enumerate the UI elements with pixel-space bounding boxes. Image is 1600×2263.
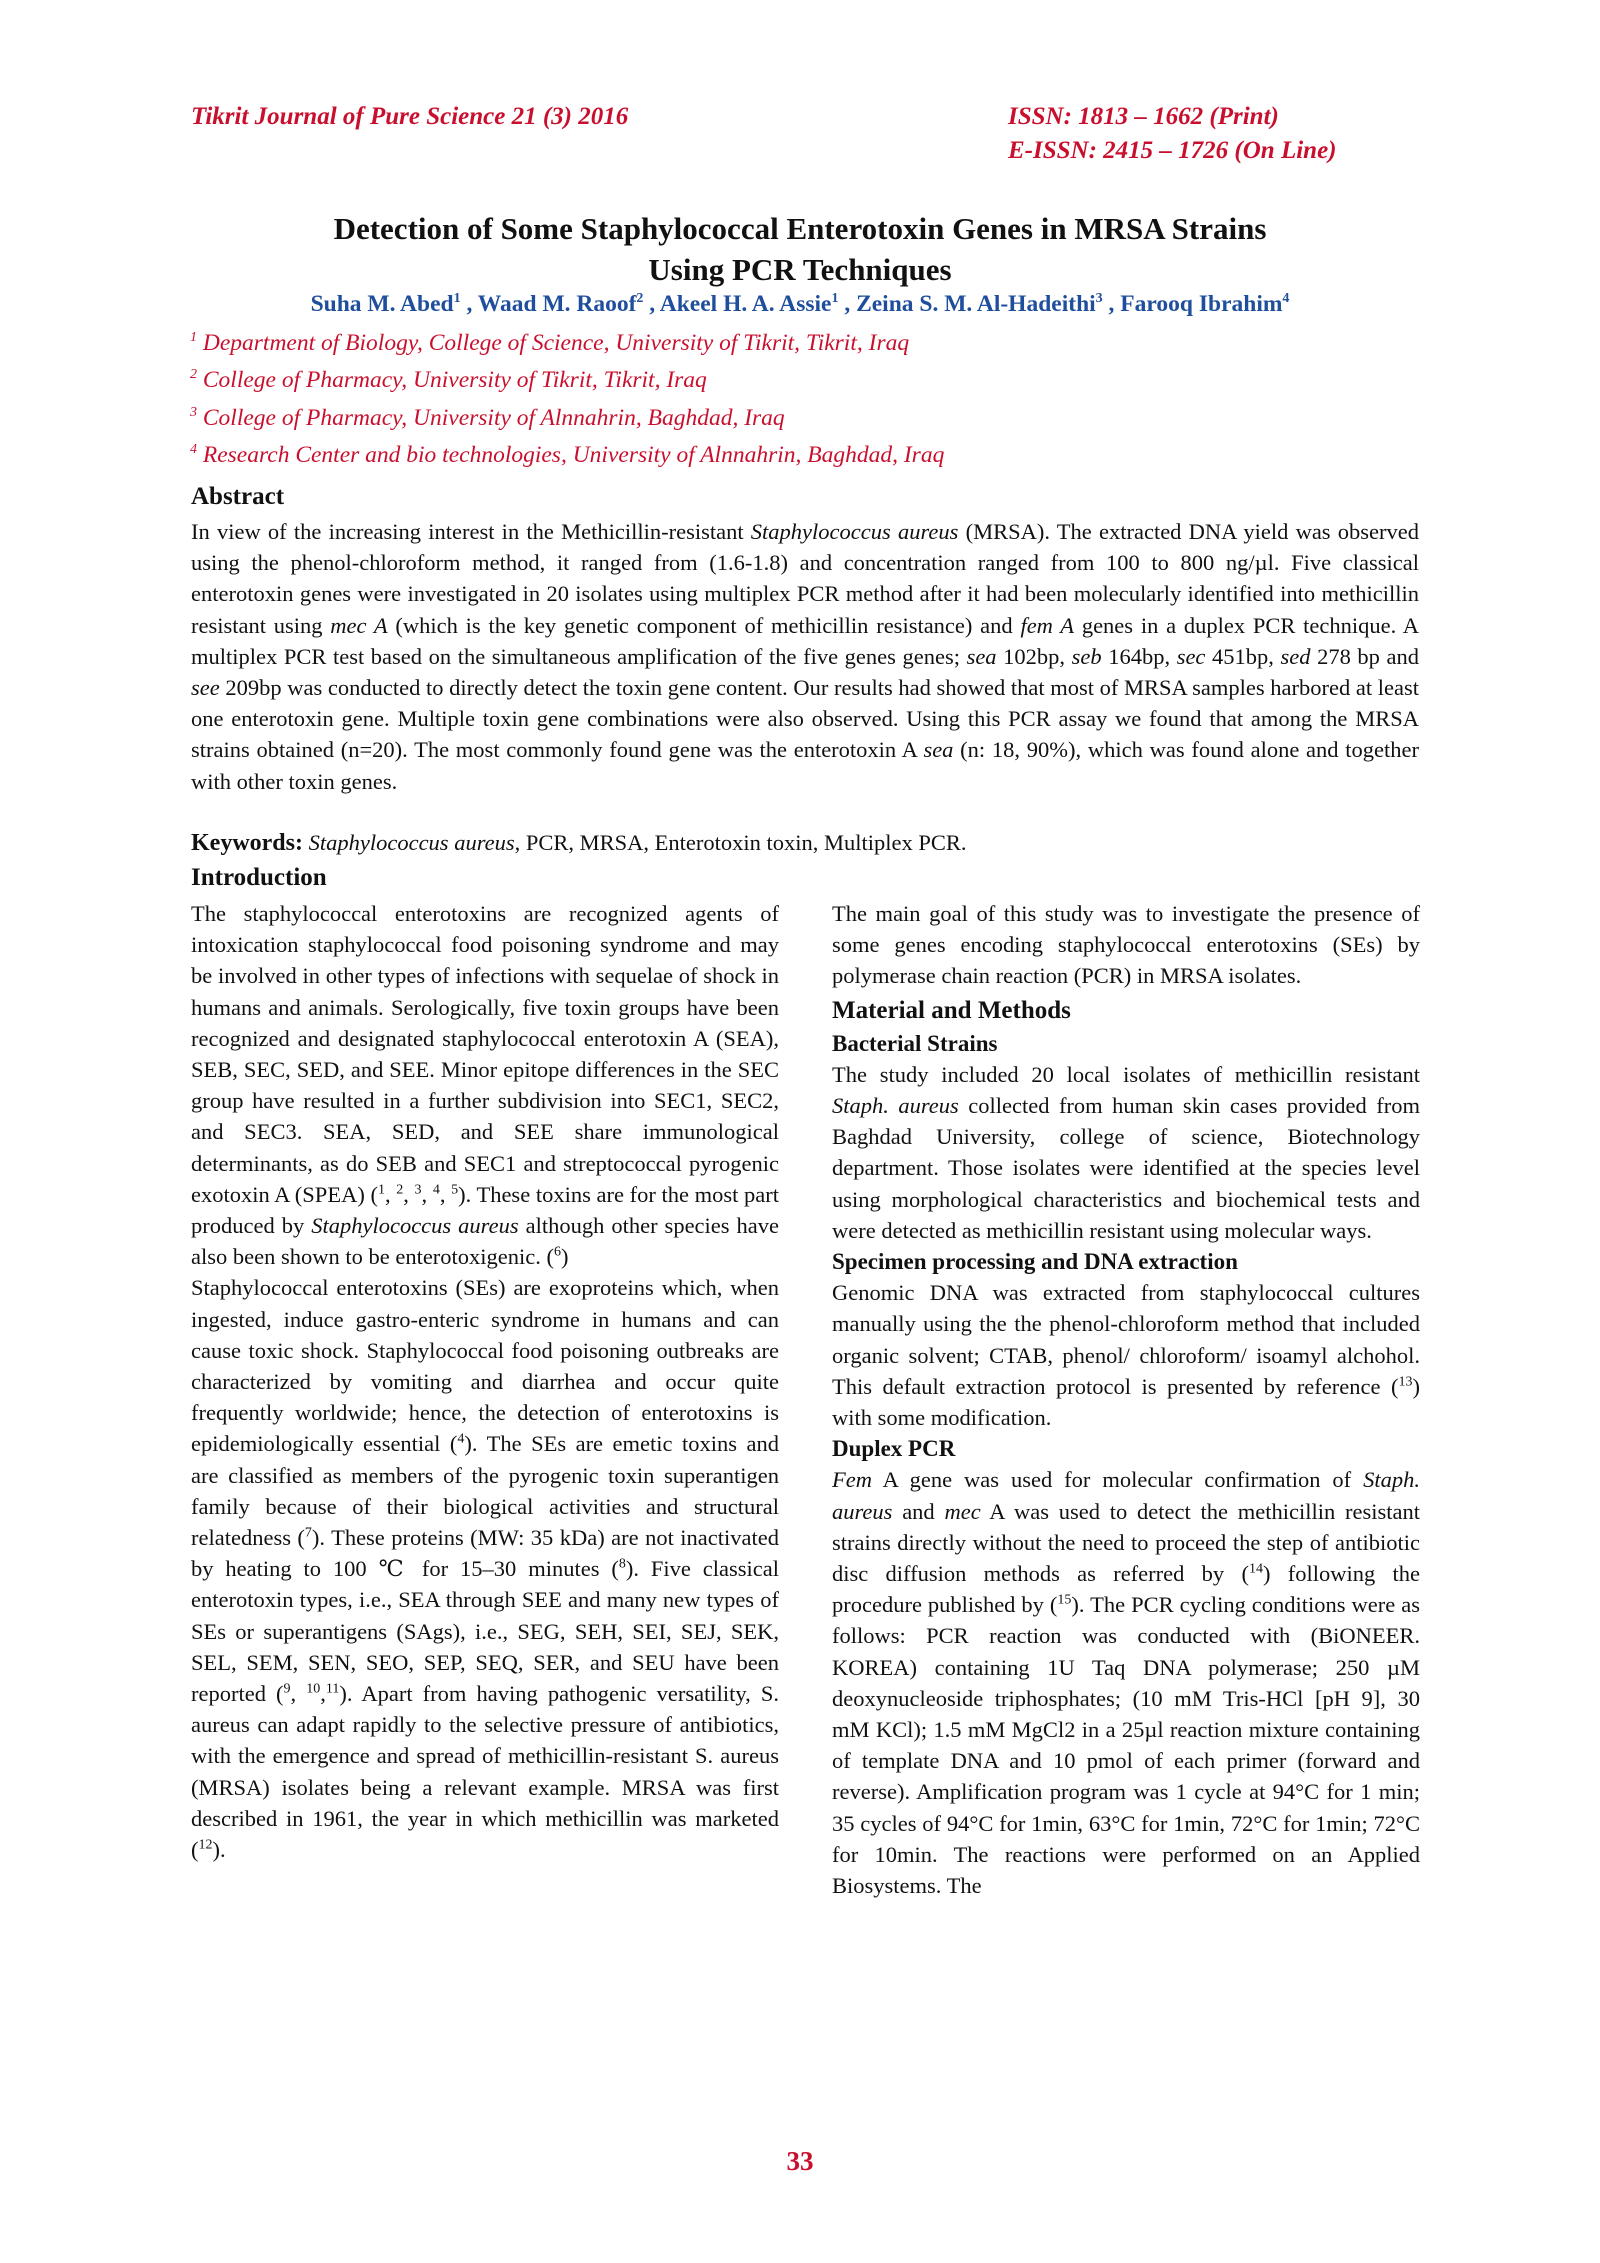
methods-heading: Material and Methods <box>832 996 1071 1024</box>
text-run: ). <box>212 1837 226 1863</box>
text-run: A gene was used for molecular confirmation of <box>871 1467 1364 1493</box>
text-run: , PCR, MRSA, Enterotoxin toxin, Multiplex PCR. <box>514 830 967 855</box>
text-run: sea <box>923 737 954 763</box>
goal-paragraph: The main goal of this study was to investigate the presence of some genes encoding staphylococcal enterotoxins (SEs) by polymerase chain reaction (PCR) in MRSA isolates. <box>832 901 1420 989</box>
text-run: 209bp was conducted to directly detect the toxin gene content. Our results had showed that most of MRSA samples harbored at least one enterotoxin gene. Multiple toxin gene combinations were also observed. Using this PCR assay we found that among the MRSA strains obtained (n=20). The most commonly found gene was the enterotoxin A <box>191 675 1419 763</box>
text-run: (n: 18, 90%), which was found alone and together with other toxin genes. <box>191 737 1419 794</box>
text-run: ). Apart from having pathogenic versatility, S. aureus can adapt rapidly to the selective pressure of antibiotics, with the emergence and spread of methicillin-resistant S. aureus (MRSA) isolates being a relevant example. MRSA was first described in 1961, the year in which methicillin was marketed ( <box>191 1681 779 1863</box>
text-run: , <box>439 1181 452 1207</box>
left-column <box>191 898 779 1865</box>
duplex-pcr-paragraph <box>832 1464 1420 1901</box>
title-line-2: Using PCR Techniques <box>648 252 952 287</box>
duplex-pcr-heading: Duplex PCR <box>832 1436 956 1462</box>
text-run: seb <box>1071 643 1102 669</box>
bacterial-strains-heading: Bacterial Strains <box>832 1030 998 1056</box>
author-affiliation-mark: 3 <box>1095 291 1103 307</box>
text-run: , <box>384 1181 397 1207</box>
citation-ref: 10 <box>306 1681 321 1697</box>
text-run: Staphylococcal enterotoxins (SEs) are exoproteins which, when ingested, induce gastro-enteric syndrome in humans and can cause toxic shock. Staphylococcal food poisoning outbreaks are characterized by vomiting and diarrhea and occur quite frequently worldwide; hence, the detection of enterotoxins is epidemiologically essential ( <box>191 1275 779 1457</box>
abstract-heading: Abstract <box>191 483 285 510</box>
author-name: Akeel H. A. Assie <box>659 291 832 317</box>
affiliation-number: 1 <box>190 330 197 345</box>
text-run: 278 bp and <box>1310 643 1419 669</box>
text-run: 164bp, <box>1101 643 1177 669</box>
affiliation <box>190 359 944 396</box>
affiliation <box>190 397 944 434</box>
affiliation-text: College of Pharmacy, University of Alnnahrin, Baghdad, Iraq <box>197 404 785 431</box>
author-name: Farooq Ibrahim <box>1120 291 1283 317</box>
citation-ref: 14 <box>1248 1561 1263 1577</box>
affiliation-number: 3 <box>190 404 197 420</box>
text-run: In view of the increasing interest in the Methicillin-resistant <box>191 519 751 544</box>
citation-ref: 12 <box>198 1837 213 1853</box>
citation-ref: 8 <box>618 1556 626 1572</box>
text-run: ). These proteins (MW: 35 kDa) are not inactivated by heating to 100 ℃ for 15–30 minutes ( <box>191 1525 779 1582</box>
issn-print: ISSN: 1813 – 1662 (Print) <box>1008 103 1279 130</box>
text-run: genes in a duplex PCR technique. A multiplex PCR test based on the simultaneous amplification of the five genes genes; <box>191 612 1420 669</box>
citation-ref: 2 <box>396 1182 404 1198</box>
page-number: 33 <box>786 2146 814 2176</box>
intro-paragraph-1 <box>191 898 779 1272</box>
text-run: (which is the key genetic component of methicillin resistance) and <box>387 612 1021 638</box>
introduction-heading: Introduction <box>191 864 327 891</box>
text-run: ). The SEs are emetic toxins and are classified as members of the pyrogenic toxin superantigen family because of their biological activities and structural relatedness ( <box>191 1431 779 1551</box>
text-run: ) <box>561 1244 569 1270</box>
text-run: The study included 20 local isolates of methicillin resistant <box>832 1061 1420 1087</box>
text-run: sed <box>1280 643 1311 669</box>
text-run: mec <box>944 1498 981 1524</box>
citation-ref: 11 <box>325 1681 340 1697</box>
text-run: collected from human skin cases provided from Baghdad University, college of science, Biotechnology department. Those isolates were identified at the species level using morphological characteristics and biochemical tests and were detected as methicillin resistant using molecular ways. <box>832 1093 1421 1243</box>
text-run: sec <box>1176 643 1206 669</box>
text-run: (MRSA). The extracted DNA yield was observed using the phenol-chloroform method, it ranged from (1.6-1.8) and concentration ranged from 100 to 800 ng/µl. Five classical enterotoxin genes were investigated in 20 isolates using multiplex PCR method after it had been molecularly identified into methicillin resistant using <box>191 519 1420 638</box>
author-affiliation-mark: 1 <box>453 291 461 307</box>
author-name: Suha M. Abed <box>310 291 454 317</box>
text-run: ) following the procedure published by ( <box>832 1561 1420 1618</box>
paper-title <box>0 208 1600 290</box>
text-run: , <box>320 1681 326 1707</box>
citation-ref: 3 <box>414 1182 422 1198</box>
intro-paragraph-2 <box>191 1272 779 1865</box>
citation-ref: 6 <box>554 1244 562 1260</box>
author-name: Waad M. Raoof <box>477 291 637 317</box>
text-run: Genomic DNA was extracted from staphylococcal cultures manually using the the phenol-chloroform method that included organic solvent; CTAB, phenol/ chloroform/ isoamyl alchohol. This default extraction protocol is presented by reference ( <box>832 1280 1420 1399</box>
citation-ref: 15 <box>1057 1592 1072 1608</box>
affiliation-text: Research Center and bio technologies, University of Alnnahrin, Baghdad, Iraq <box>197 441 945 468</box>
affiliation <box>190 434 944 471</box>
affiliation <box>190 322 944 359</box>
text-run: sea <box>966 643 997 669</box>
text-run: , <box>421 1181 433 1207</box>
author-affiliation-mark: 2 <box>636 291 644 307</box>
text-run: , <box>290 1681 307 1707</box>
abstract-text <box>191 516 1419 797</box>
author-affiliation-mark: 1 <box>831 291 839 307</box>
text-run: 102bp, <box>996 643 1072 669</box>
citation-ref: 1 <box>377 1182 385 1198</box>
text-run: , <box>403 1181 415 1207</box>
text-run: The staphylococcal enterotoxins are recognized agents of intoxication staphylococcal food poisoning syndrome and may be involved in other types of infections with sequelae of shock in humans and animals. Serologically, five toxin groups have been recognized and designated staphylococcal enterotoxin A (SEA), SEB, SEC, SED, and SEE. Minor epitope differences in the SEC group have resulted in a further subdivision into SEC1, SEC2, and SEC3. SEA, SED, and SEE share immunological determinants, as do SEB and SEC1 and streptococcal pyrogenic exotoxin A (SPEA) ( <box>191 901 779 1207</box>
dna-extraction-paragraph <box>832 1277 1420 1433</box>
journal-title: Tikrit Journal of Pure Science 21 (3) 2016 <box>191 103 629 130</box>
citation-ref: 4 <box>432 1182 440 1198</box>
citation-ref: 9 <box>283 1681 291 1697</box>
author-name: Zeina S. M. Al-Hadeithi <box>856 291 1096 317</box>
text-run: Staph. aureus <box>832 1093 959 1119</box>
text-run: and <box>892 1498 945 1524</box>
text-run: Staphylococcus aureus <box>311 1213 519 1239</box>
citation-ref: 4 <box>457 1431 465 1447</box>
text-run: A was used to detect the methicillin resistant strains directly without the need to proceed the step of antibiotic disc diffusion methods as referred by ( <box>832 1498 1420 1587</box>
text-run: see <box>191 675 220 701</box>
text-run: Staphylococcus aureus <box>750 519 959 544</box>
bacterial-strains-paragraph <box>832 1059 1420 1246</box>
keywords-label: Keywords: <box>191 830 303 856</box>
affiliation-number: 2 <box>190 367 197 383</box>
affiliation-number: 4 <box>190 441 197 457</box>
text-run: ). The PCR cycling conditions were as follows: PCR reaction was conducted with (BiONEER. KOREA) containing 1U Taq DNA polymerase; 250 µM deoxynucleoside triphosphates; (10 mM Tris-HCl [pH 9], 30 mM KCl); 1.5 mM MgCl2 in a 25µl reaction mixture containing of template DNA and 10 pmol of each primer (forward and reverse). Amplification program was 1 cycle at 94°C for 1 min; 35 cycles of 94°C for 1min, 63°C for 1min, 72°C for 1min; 72°C for 10min. The reactions were performed on an Applied Biosystems. The <box>832 1592 1420 1899</box>
text-run: 451bp, <box>1205 643 1281 669</box>
affiliation-text: College of Pharmacy, University of Tikrit, Tikrit, Iraq <box>197 367 707 394</box>
author-affiliation-mark: 4 <box>1282 291 1290 307</box>
author-list: Suha M. Abed$^1$ , Waad M. Raoof$^2$ , Akeel H. A. Assie$^1$ , Zeina S. M. Al-Hadeithi$^3$ , Farooq Ibrahim$^4$ <box>310 291 1290 317</box>
citation-ref: 5 <box>451 1182 459 1198</box>
dna-extraction-heading: Specimen processing and DNA extraction <box>832 1249 1238 1275</box>
keywords <box>191 830 967 857</box>
citation-ref: 7 <box>304 1525 312 1541</box>
right-column <box>832 898 1420 1901</box>
text-run: although other species have also been shown to be enterotoxigenic. ( <box>191 1213 780 1270</box>
affiliation-text: Department of Biology, College of Science, University of Tikrit, Tikrit, Iraq <box>197 329 910 356</box>
issn-online: E-ISSN: 2415 – 1726 (On Line) <box>1008 137 1337 164</box>
text-run: fem A <box>1020 612 1075 638</box>
citation-ref: 13 <box>1398 1374 1413 1390</box>
text-run: Staphylococcus aureus <box>308 830 515 855</box>
text-run: Fem <box>832 1467 872 1493</box>
affiliation-list <box>190 322 944 471</box>
title-line-1: Detection of Some Staphylococcal Enterotoxin Genes in MRSA Strains <box>333 211 1267 246</box>
text-run: ). These toxins are for the most part produced by <box>191 1181 780 1239</box>
text-run: ) with some modification. <box>832 1373 1420 1431</box>
keywords-text <box>303 830 967 855</box>
text-run: mec A <box>330 612 388 638</box>
text-run: ). Five classical enterotoxin types, i.e., SEA through SEE and many new types of SEs or superantigens (SAgs), i.e., SEG, SEH, SEI, SEJ, SEK, SEL, SEM, SEN, SEO, SEP, SEQ, SER, and SEU have been reported ( <box>191 1556 779 1707</box>
text-run: Staph. aureus <box>832 1467 1420 1524</box>
